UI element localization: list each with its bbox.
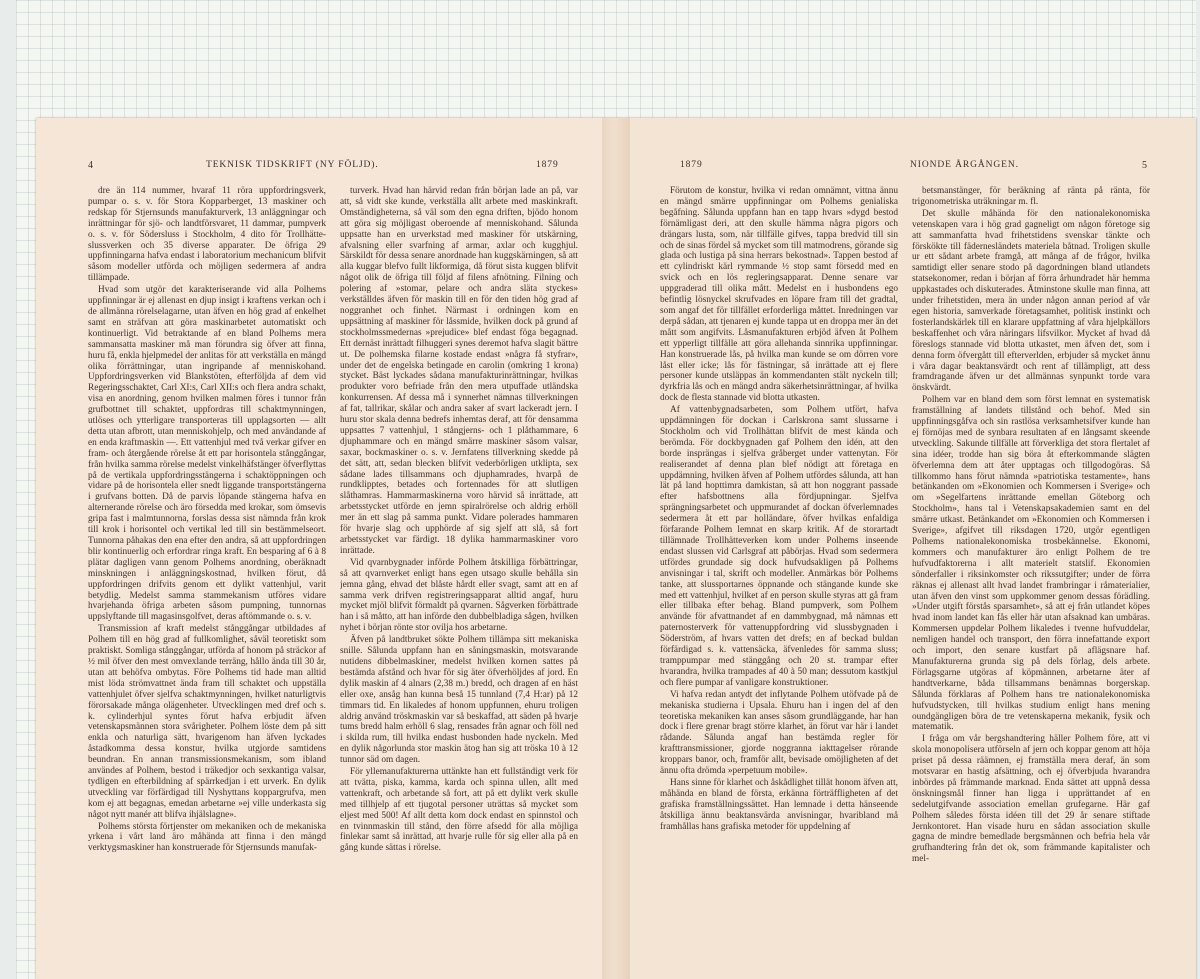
left-page [36,118,602,979]
center-gutter [602,118,630,979]
right-column-2 [912,186,1150,966]
right-page [630,118,1196,979]
right-column-1 [660,186,898,966]
right-page-number: 5 [1142,160,1148,171]
left-running-title: TEKNISK TIDSKRIFT (NY FÖLJD). [206,160,379,170]
journal-spread [36,118,1196,979]
left-page-number: 4 [88,160,94,171]
paragraph: Hvad som utgör det karakteriserande vid alla Polhems uppfinningar är ej allenast en djup insigt i kraftens verkan och i de allmänna rörelselagarne, utan äfven en hög grad af enkelhet samt en sträfvan att göra maskinarbetet automatiskt och kontinuerligt. Vid betraktande af en bland Polhems mera sammansatta maskiner må man förundra sig öfver att finna, huru få, enkla hjelpmedel der anlitas för att verkställa en mängd olika förrättningar, utan ingripande af menniskohand. Uppfordringsverken vid Blankstöten, efterföljda af dem vid Regeringsschaktet, Carl XI:s, Carl XII:s och flera andra schakt, visa en anordning, genom hvilken malmen föres i tunnor från grufbottnet till schaktet, uppfordras till schaktmynningen, utlöses och ytterligare transporteras till upplagsorten — allt detta utan afbrott, utan menniskohjelp, och med användande af en enda kraftmaskin —. Ett vattenhjul med två verkar gifver en fram- och återgående rörelse åt ett par horisontela stånggångar, från hvilka samma rörelse medelst vinkelhäfstänger öfverflyttas på de vertikala uppfordringsstängerna i schaktöppningen och vidare på de horisontela eller snedt liggande transportstängerna i grufvans botten. Då de parvis löpande stängerna hafva en alternerande rörelse och äro försedda med krokar, som ömsevis gripa fast i malmtunnorna, forslas dessa sist nämnda från krok till krok i horisontel och vertikal led till sin bestämmelseort. Tunnorna påhakas den ena efter den andra, så att uppfordringen blir kontinuerlig och erfordrar ringa kraft. En besparing af 6 à 8 plätar dagligen vann genom Polhems anordning, oberäknadt minskningen i anläggningskostnad, hvilken förut, då uppfordringen drifvits genom ett dylikt vattenhjul, varit betydlig. Medelst samma stammekanism utföres vidare hvarjehanda öfriga arbeten såsom pumpning, tunnornas uppslyftande till magasinsgolfvet, deras aftömmande o. s. v. [88,285,326,623]
paragraph: Polhems största förtjenster om mekaniken och de mekaniska yrkena i vårt land äro måhända att finna i den mängd verktygsmaskiner han konstruerade för Stjernsunds manufak- [88,821,326,854]
paragraph: betsmanstänger, för beräkning af ränta på ränta, för trigonometriska uträkningar m. fl. [912,186,1150,207]
paragraph: Transmission af kraft medelst stånggångar utbildades af Polhem till en hög grad af fullkomlighet, såväl teoretiskt som praktiskt. Somliga stånggångar, utförda af honom på sträckor af ½ mil öfver den mest omvexlande terräng, hållo ända till 30 år, utan att behöfva ombytas. Före Polhems tid hade man alltid mist löda strömvattnet ända fram till schaktet och uppställa vattenhjulet öfver sjelfva schaktmynningen, hvilket naturligtvis förorsakade många olägenheter. Utvecklingen med dref och s. k. cylinderhjul syntes förut hafva erbjudit äfven vetenskapsmännen stora svårigheter. Polhem löste dem på sitt enkla och naturliga sätt, hvarigenom han äfven lyckades åstadkomma dessa konstur, hvilka utgjorde samtidens beundran. En annan transmissionsmekanism, som ibland användes af Polhem, bestod i träkedjor och sexkantiga valsar, tydligen en efterbildning af spärrkedjan i ett urverk. En dylik utveckling var förfärdigad till Nyshyttans koppargrufva, men kom ej att begagnas, emedan arbetarne »ej ville underkasta sig något nytt manér att blifva ihjälslagne». [88,624,326,820]
left-column-1 [88,186,326,966]
paragraph: turverk. Hvad han härvid redan från början lade an på, var att, så vidt ske kunde, verkställa allt arbete med maskinkraft. Omständigheterna, så väl som den egna driften, bjödo honom att göra sig möjligast oberoende af menniskohand. Sålunda uppsatte han en urverkstad med maskiner för utskärning, afvalsning eller svarfning af armar, axlar och kugghjul. Särskildt för dessa senare anordnade han kuggskärningen, så att alla kuggar blefvo fullt likformiga, då förut sista kuggen blifvit något olik de öfriga till följd af filens afnötning. Filning och polering af »stomar, pelare och andra släta styckes» verkställdes äfven för maskin till en för den tiden hög grad af noggranhet och finhet. Närmast i ordningen kom en uppsättning af maskiner för låssmide, hvilken dock på grund af stockholmssmedernas »prejudice» blef endast föga begagnad. Ett dernäst inrättadt filhuggeri synes deremot hafva slagit bättre ut. De polhemska filarne kostade endast »några få styfrar», under det de engelska betingade en carolin (omkring 1 krona) stycket. Bäst lyckades sådana manufakturinrättningar, hvilkas produkter voro befriade från den mera utpuffade utländska konkurrensen. Af dessa må i synnerhet nämnas tillverkningen af fat, tallrikar, skålar och andra saker af svart lackeradt jern. I huru stor skala denna bedrefs inhemtas deraf, att för densamma uppsattes 7 vattenhjul, 1 stångjerns- och 1 plåthammare, 6 djuphammare och en mängd smärre maskiner såsom valsar, saxar, bockmaskiner o. s. v. Jernfatens tillverkning skedde på det sätt, att, sedan blecken blifvit vederbörligen utklipta, sex sådane lades tillsammans och djuphamrades, hvarpå de rundklipptes, betades och fortennades för att slutligen slåthamras. Hammarmaskinerna voro härvid så inrättade, att arbetsstycket utförde en jemn spiralrörelse och aldrig erhöll mer än ett slag på samma punkt. Vidare polerades hammaren för hvarje slag och upphörde af sig sjelf att slå, så fort arbetsstycket var färdigt. 18 dylika hammarmaskiner voro inrättade. [340,186,578,556]
paragraph: Förutom de konstur, hvilka vi redan omnämnt, vittna ännu en mängd smärre uppfinningar om Polhems genialiska begåfning. Sålunda uppfann han en tapp hvars »dygd bestod förnämligast deri, att den skulle hämma några pigors och drängars lusta, som, när tillfälle gifves, tappa bredvid till sin och de sinas fördel så mycket som till matmodrens, görande sig glada och lustiga på sina herrars bekostnad». Tappen bestod af ett cylindriskt kärl rymmande ½ stop samt försedd med en svick och en lös regleringsapparat. Denne senare var uppgraderad till olika mått. Medelst en i husbondens ego befintlig lösnyckel skrufvades en löpare fram till det gradtal, som angaf det för tillfället erforderliga måttet. Inredningen var derpå sådan, att tjenaren ej kunde tappa ut en droppa mer än det mått som angifvits. Låsmanufakturen erbjöd äfven åt Polhem ett ypperligt tillfälle att göra allehanda sinnrika uppfinningar. Han konstruerade lås, på hvilka man kunde se om dörren vore låst eller icke; lås för fästningar, så inrättade att ej flere personer kunde utsläppas än kommendanten stält nyckeln till; dyrkfria lås och en mängd andra säkerhetsinrättningar, af hvilka dock de flesta stannade vid blotta utkasten. [660,186,898,404]
paragraph: Hans sinne för klarhet och åskådlighet tillät honom äfven att, måhända en bland de första, erkänna förträffligheten af det grafiska framställningssättet. Han lemnade i detta hänseende åtskilliga ännu beaktansvärda anvisningar, hvaribland må framhållas hans grafiska metoder för uppdelning af [660,777,898,832]
left-column-2 [340,186,578,966]
paragraph: Det skulle måhända för den nationalekonomiska vetenskapen vara i hög grad gagneligt om någon företoge sig att sammanfatta hvad frihetstidens svenskar tänkte och förskökte till fädernesländets materiela båtnad. Troligen skulle ur ett sådant arbete framgå, att många af de frågor, hvilka samtidigt eller senare stodo på dagordningen bland utlandets statsekonomer, redan i början af förra århundradet här hemma uppkastades och diskuterades. Åtminstone skulle man finna, att under frihetstiden, mera än under någon annan period af vår egen historia, samverkade företagsamhet, politisk instinkt och fosterlandskärlek till en klarare uppfattning af våra hjelpkällors beskaffenhet och våra näringars lifsvilkor. Mycket af hvad då föreslogs stannade vid blotta utkastet, men äfven det, som i denna form öfvergått till efterverlden, erbjuder så mycket ännu i våra dagar beaktansvärdt och rent af tillämpligt, att dess framdragande äfven ur det allmännas synpunkt torde vara önskvärdt. [912,208,1150,394]
paragraph: Vi hafva redan antydt det inflytande Polhem utöfvade på de mekaniska studierna i Upsala. Ehuru han i ingen del af den teoretiska mekaniken kan anses såsom grundläggande, har han dock i flere grenar bragt större klarhet, än förut var här i landet rådande. Sålunda angaf han bestämda regler för krafttransmissioner, gjorde noggranna iakttagelser rörande kroppars banor, och, framför allt, bevisade omöjligheten af det ännu ofta drömda »perpetuum mobile». [660,689,898,777]
right-page-year: 1879 [680,160,703,170]
right-running-title: NIONDE ÅRGÅNGEN. [910,160,1019,170]
paragraph: Af vattenbygnadsarbeten, som Polhem utfört, hafva uppdämningen för dockan i Carlskrona samt slussarne i Stockholm och vid Trollhättan blifvit de mest kända och berömda. För dockbygnaden gaf Polhem den idén, att den borde insprängas i sjelfva gråberget under vattenytan. För realiserandet af denna plan blef nödigt att företaga en uppdämning, hvilken äfven af Polhem utfördes sålunda, att han lät på land hopttimra damkistan, så att hon noggrant passade efter hafsbottnens alla fördjupningar. Sjelfva sprängningsarbetet och uppmurandet af dockan öfverlemnades sedermera åt ett par holländare, öfver hvilkas enfaldiga förfarande Polhem lemnat en skarp kritik. Af de storartadt tillämnade Trollhätteverken kom under Polhems inseende endast slussen vid Carlsgraf att påbörjas. Hvad som sedermera utfördes grundade sig dock hufvudsakligen på Polhems anvisningar i tal, skrift och modeller. Anmärkas bör Polhems tanke, att slussportarnes öppnande och stängande kunde ske med ett vattenhjul, hvilket af en person skulle styras att gå fram eller tillbaka efter behag. Bland pumpverk, som Polhem använde för afvattnandet af en dammbygnad, må nämnas ett paternosterverk för vattenuppfordring vid slussbygnaden i Söderström, af hvars vatten det drefs; en af beckad buldan förfärdigad s. k. vattensäcka, äfvenledes för samma sluss; tramppumpar med stänggång och 20 st. trampar efter hvarandra, hvilka trampades af 40 à 50 man; dessutom kastkjul och flere pumpar af vanligare konstruktioner. [660,405,898,688]
paragraph: För yllemanufakturerna uttänkte han ett fullständigt verk för att tvätta, piska, kamma, karda och spinna ullen, allt med vattenkraft, och arbetande så fort, att på ett dylikt verk skulle med tillhjelp af ett tjugotal personer uträttas så mycket som eljest med 500! Af allt detta kom dock endast en spinnstol och en tvinnmaskin till stånd, den förre afsedd för alla möjliga finlekar samt så inrättad, att hvarje rulle för sig eller alla på en gång kunde sättas i rörelse. [340,767,578,854]
paragraph: Polhem var en bland dem som först lemnat en systematisk framställning af landets tillstånd och behof. Med sin uppfinningsgåfva och sin rastlösa verksamhetsifver kunde han ej förnöjas med de synbara resultaten af en långsamt skeende utveckling. Sakunde tillfälle att förverkliga det stora flertalet af sina idéer, trodde han sig böra åt efterkommande slägten öfverlemna dem att åter upptagas och tillgodogöras. Så tillkommo hans förut nämnda »patriotiska testamente», hans betänkanden om »Ekonomien och Kommersen i Sverige» och om »Segelfartens inrättande emellan Göteborg och Stockholm», hans tal i Vetenskapsakademien samt en del smärre utkast. Betänkandet om »Ekonomien och Kommersen i Sverige», afgifvet till riksdagen 1720, utgör egentligen Polhems nationalekonomiska trosbekännelse. Ekonomi, kommers och manufakturer äro enligt Polhem de tre hufvudfaktorerna i allt materielt statslif. Ekonomien sönderfaller i riksinkomster och rikssutgifter; under de förra räknas ej allenast allt hvad landet frambringar i råmaterialier, utan äfven den vinst som uppkommer genom dessas förädling. »Under utgift förstås sparsamhet», så att ej från utlandet köpes hvad inom landet kan fås eller här utan afsaknad kan umbäras. Kommersen uppdelar Polhem likaledes i tvenne hufvuddelar, nemligen handel och transport, den förra innefattande export och import, den senare kustfart på aflägsnare haf. Manufakturerna grunda sig på dels förlag, dels arbete. Förlagsgarne utgöras af köpmännen, arbetarne äter af handtverkarne, båda tillsammans benämnas borgerskap. Sålunda förklaras af Polhem hans tre nationalekonomiska hufvudstycken, till hvilkas studium enligt hans mening oundgängligen böra de tre vetenskaperna mekanik, fysik och matematik. [912,395,1150,733]
paragraph: Äfven på landtbruket sökte Polhem tillämpa sitt mekaniska snille. Sålunda uppfann han en såningsmaskin, motsvarande nutidens dibbelmaskiner, medelst hvilken kornen sattes på bestämda afstånd och hvar för sig äter öfverhöljdes af jord. En dylik maskin af 4 alnars (2,38 m.) bredd, och dragen af en häst eller oxe, ansåg han kunna beså 15 tunnland (7,4 H:ar) på 12 timmars tid. En likaledes af honom uppfunnen, ehuru troligen aldrig använd tröskmaskin var så beskaffad, att säden på hvarje tums bredd halm erhöll 6 slag, rensades från agnar och föll ned i skilda rum, till hvilka endast husbonden hade nyckeln. Med en dylik någorlunda stor maskin ätog han sig att tröska 10 à 12 tunnor säd om dagen. [340,635,578,766]
paragraph: dre än 114 nummer, hvaraf 11 röra uppfordringsverk, pumpar o. s. v. för Stora Kopparberget, 13 maskiner och redskap för Stjernsunds manufakturverk, 13 anläggningar och inrättningar för sjö- och landtförsvaret, 11 dammar, pumpverk o. s. v. för Södersluss i Stockholm, 4 dito för Trollhätte-slussverken och 35 diverse apparater. De öfriga 29 uppfinningarna hafva endast i laboratorium mechanicum blifvit såsom modeller utförda och möjligen sedermera af andra tillämpade. [88,186,326,284]
paragraph: Vid qvarnbygnader införde Polhem åtskilliga förbättringar, så att qvarnverket enligt hans egen utsago skulle behålla sin jemna gång, ehvad det blåste hårdt eller svagt, samt att en af samma verk drifven registreringsapparat alltid angaf, huru mycket mjöl blifvit förmaldt på qvarnen. Sågverken förbättrade han i så måtto, att han införde den dubbelbladiga sågen, hvilken nyhet i början rönte stor ovilja hos arbetarne. [340,557,578,634]
left-page-year: 1879 [536,160,559,170]
paragraph: I fråga om vår bergshandtering häller Polhem före, att vi skola monopolisera utförseln af jern och koppar genom att höja priset på dessa räämnen, ej framställa mera deraf, än som motsvarar en hastig afsättning, och ej öfverbjuda hvarandra inbördes på främmande marknad. Enda sättet att uppnå dessa önskningsmål finner han ligga i upprättandet af en sedelutgifvande association emellan grufegarne. Här gaf Polhem således första idéen till det 29 år senare stiftade Jernkontoret. Han visade huru en sådan association skulle gagna de mindre bemedlade bergsmännen och befria hela vår grufhandtering från det ok, som främmande kapitalister och mel- [912,734,1150,865]
